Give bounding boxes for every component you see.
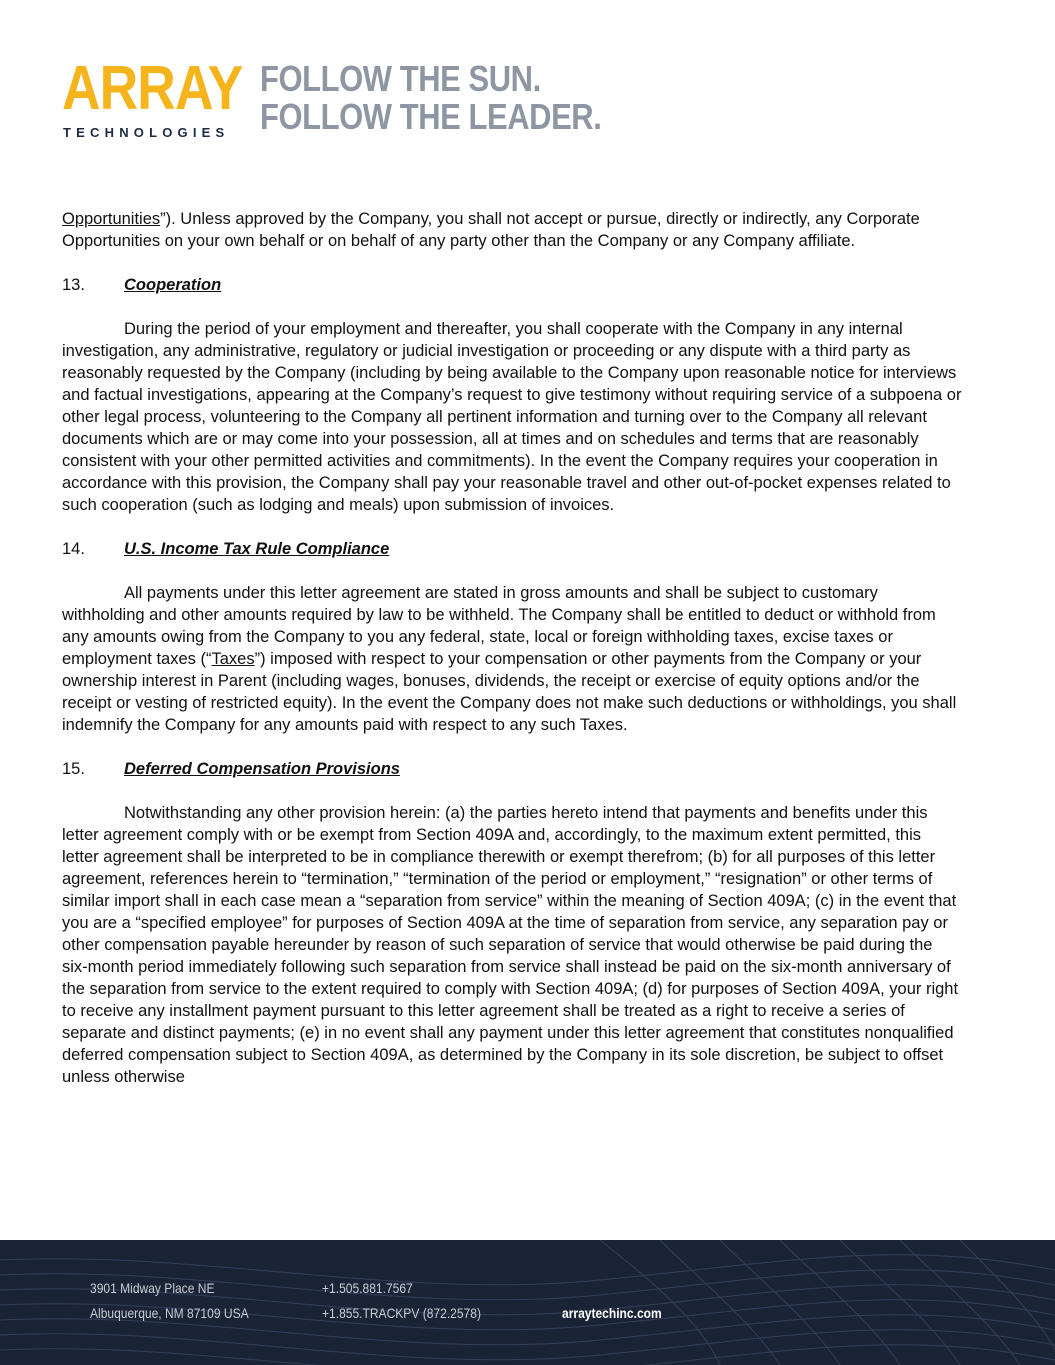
section-title: U.S. Income Tax Rule Compliance [124,540,390,558]
footer-website-link[interactable]: arraytechinc.com [562,1305,662,1321]
footer-address-line-2: Albuquerque, NM 87109 USA [90,1305,249,1321]
defined-term-taxes: Taxes [211,650,255,668]
letter-footer [0,1240,1055,1365]
intro-paragraph [62,208,962,252]
section-14-heading [62,538,962,560]
slogan-line-2: FOLLOW THE LEADER. [260,96,602,137]
section-number: 15. [62,760,85,778]
section-number: 14. [62,540,85,558]
defined-term-opportunities: Opportunities [62,210,161,228]
section-title: Deferred Compensation Provisions [124,760,400,778]
section-15-heading [62,758,962,780]
section-14-text-part: All payments under this letter agreement are stated in gross amounts and shall be subject to customary withholding and other amounts required by law to be withheld. The Company shall be entitled to deduct or withhold from any amounts owing from the Company to you any federal, state, local or foreign withholding taxes, excise taxes or employment taxes (“ [62,584,936,668]
section-14-text-part: ”) imposed with respect to your compensation or other payments from the Company or your ownership interest in Parent (including wages, bonuses, dividends, the receipt or exercise of equity options and/or the receipt or vesting of restricted equity). In the event the Company does not make such deductions or withholdings, you shall indemnify the Company for any amounts paid with respect to any such Taxes. [62,650,957,734]
section-title: Cooperation [124,276,222,294]
company-logo-subtitle: TECHNOLOGIES [63,125,230,140]
slogan-line-1: FOLLOW THE SUN. [260,58,541,99]
section-14-text [62,582,962,736]
footer-wave-pattern [0,1240,1055,1365]
footer-phone-2: +1.855.TRACKPV (872.2578) [322,1305,481,1321]
footer-phone-1: +1.505.881.7567 [322,1280,413,1296]
letterhead [62,54,962,148]
section-13-heading [62,274,962,296]
section-number: 13. [62,276,85,294]
intro-text: ”). Unless approved by the Company, you shall not accept or pursue, directly or indirectly, any Corporate Opportunities on your own behalf or on behalf of any party other than the Company or any Company affiliate. [62,210,920,250]
letter-body [62,208,962,1110]
slogan [260,60,601,136]
section-15-text: Notwithstanding any other provision herein: (a) the parties hereto intend that payments and benefits under this letter agreement comply with or be exempt from Section 409A and, accordingly, to the maximum extent permitted, this letter agreement shall be interpreted to be in compliance therewith or exempt therefrom; (b) for all purposes of this letter agreement, references herein to “termination,” “termination of the period or employment,” “resignation” or other terms of similar import shall in each case mean a “separation from service” within the meaning of Section 409A; (c) in the event that you are a “specified employee” for purposes of Section 409A at the time of separation from service, any separation pay or other compensation payable hereunder by reason of such separation of service that would otherwise be paid during the six-month period immediately following such separation from service shall instead be paid on the six-month anniversary of the separation from service to the extent required to comply with Section 409A; (d) for purposes of Section 409A, your right to receive any installment payment pursuant to this letter agreement shall be treated as a right to receive a series of separate and distinct payments; (e) in no event shall any payment under this letter agreement that constitutes nonqualified deferred compensation subject to Section 409A, as determined by the Company in its sole discretion, be subject to offset unless otherwise [62,804,959,1086]
section-13-text: During the period of your employment and thereafter, you shall cooperate with the Company in any internal investigation, any administrative, regulatory or judicial investigation or proceeding or any dispute with a third party as reasonably requested by the Company (including by being available to the Company upon reasonable notice for interviews and factual investigations, appearing at the Company’s request to give testimony without requiring service of a subpoena or other legal process, volunteering to the Company all pertinent information and turning over to the Company all relevant documents which are or may come into your possession, all at times and on schedules and terms that are reasonably consistent with your other permitted activities and commitments). In the event the Company requires your cooperation in accordance with this provision, the Company shall pay your reasonable travel and other out-of-pocket expenses related to such cooperation (such as lodging and meals) upon submission of invoices. [62,320,962,514]
footer-address-line-1: 3901 Midway Place NE [90,1280,215,1296]
company-logo: ARRAY [62,54,243,123]
